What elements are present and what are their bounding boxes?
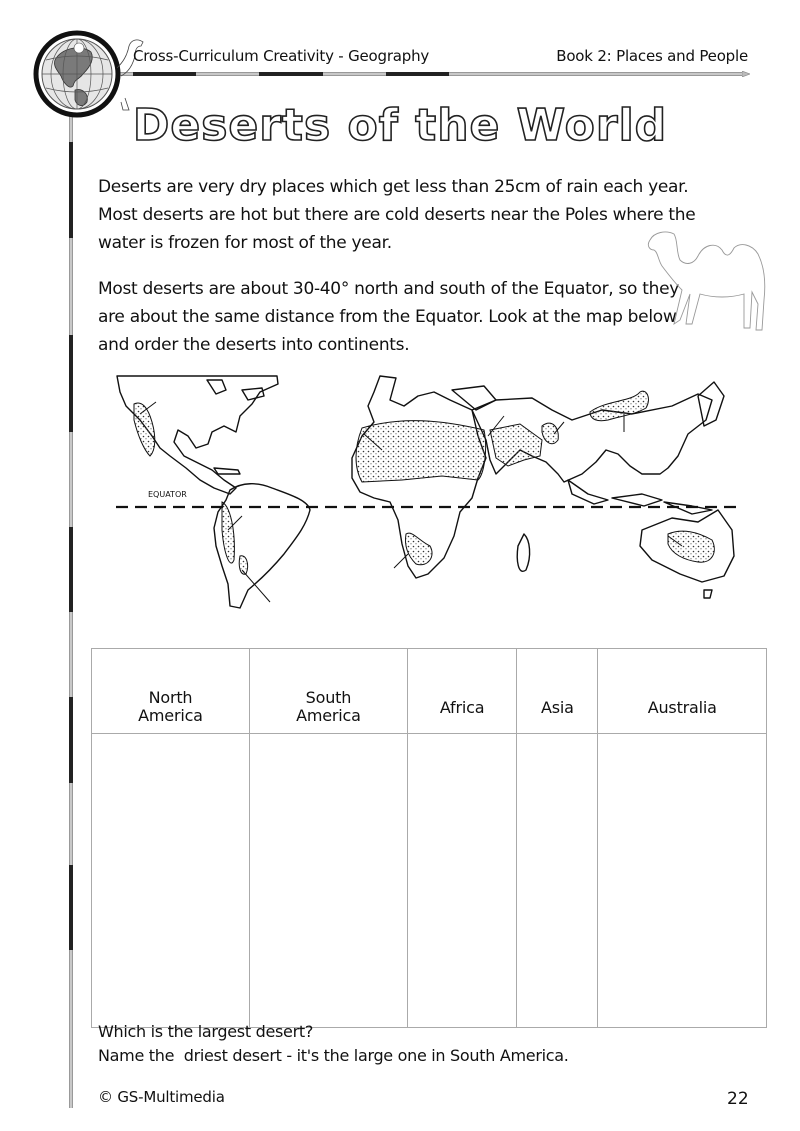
column-header-south-america: South America (249, 649, 407, 734)
continent-sort-table (91, 648, 767, 1028)
book-title: Book 2: Places and People (556, 47, 748, 65)
world-desert-map (112, 370, 742, 620)
page-number: 22 (727, 1089, 749, 1109)
side-rule-segment (69, 697, 73, 783)
side-rule-segment (69, 527, 73, 612)
pole-tip-icon (742, 71, 750, 77)
answer-cell-south-america[interactable] (249, 734, 407, 1028)
intro-paragraph-2: Most deserts are about 30-40° north and south of the Equator, so they are about the same distance from the Equator. Look at the map below and order the deserts into continents. (98, 279, 679, 355)
column-header-asia: Asia (517, 649, 598, 734)
question-driest-desert: Name the driest desert - it's the large one in South America. (98, 1046, 569, 1065)
question-largest-desert: Which is the largest desert? (98, 1022, 314, 1041)
series-title: Cross-Curriculum Creativity - Geography (133, 47, 430, 65)
equator-label: EQUATOR (148, 490, 187, 499)
side-rule-segment (69, 142, 73, 238)
answer-cell-north-america[interactable] (92, 734, 250, 1028)
camel-icon (640, 220, 770, 335)
side-rule-segment (69, 865, 73, 950)
answer-cell-australia[interactable] (598, 734, 767, 1028)
column-header-north-america: North America (92, 649, 250, 734)
column-header-australia: Australia (598, 649, 767, 734)
column-header-africa: Africa (407, 649, 516, 734)
answer-cell-asia[interactable] (517, 734, 598, 1028)
header-rule-segment (259, 72, 323, 76)
intro-paragraph-1: Deserts are very dry places which get less than 25cm of rain each year. Most deserts are hot but there are cold deserts near the Poles where the water is frozen for most of the year. (98, 177, 696, 253)
copyright: © GS-Multimedia (98, 1088, 225, 1106)
page-title: Deserts of the World (132, 100, 668, 151)
answer-cell-africa[interactable] (407, 734, 516, 1028)
header-rule-segment (386, 72, 449, 76)
side-rule-segment (69, 335, 73, 432)
